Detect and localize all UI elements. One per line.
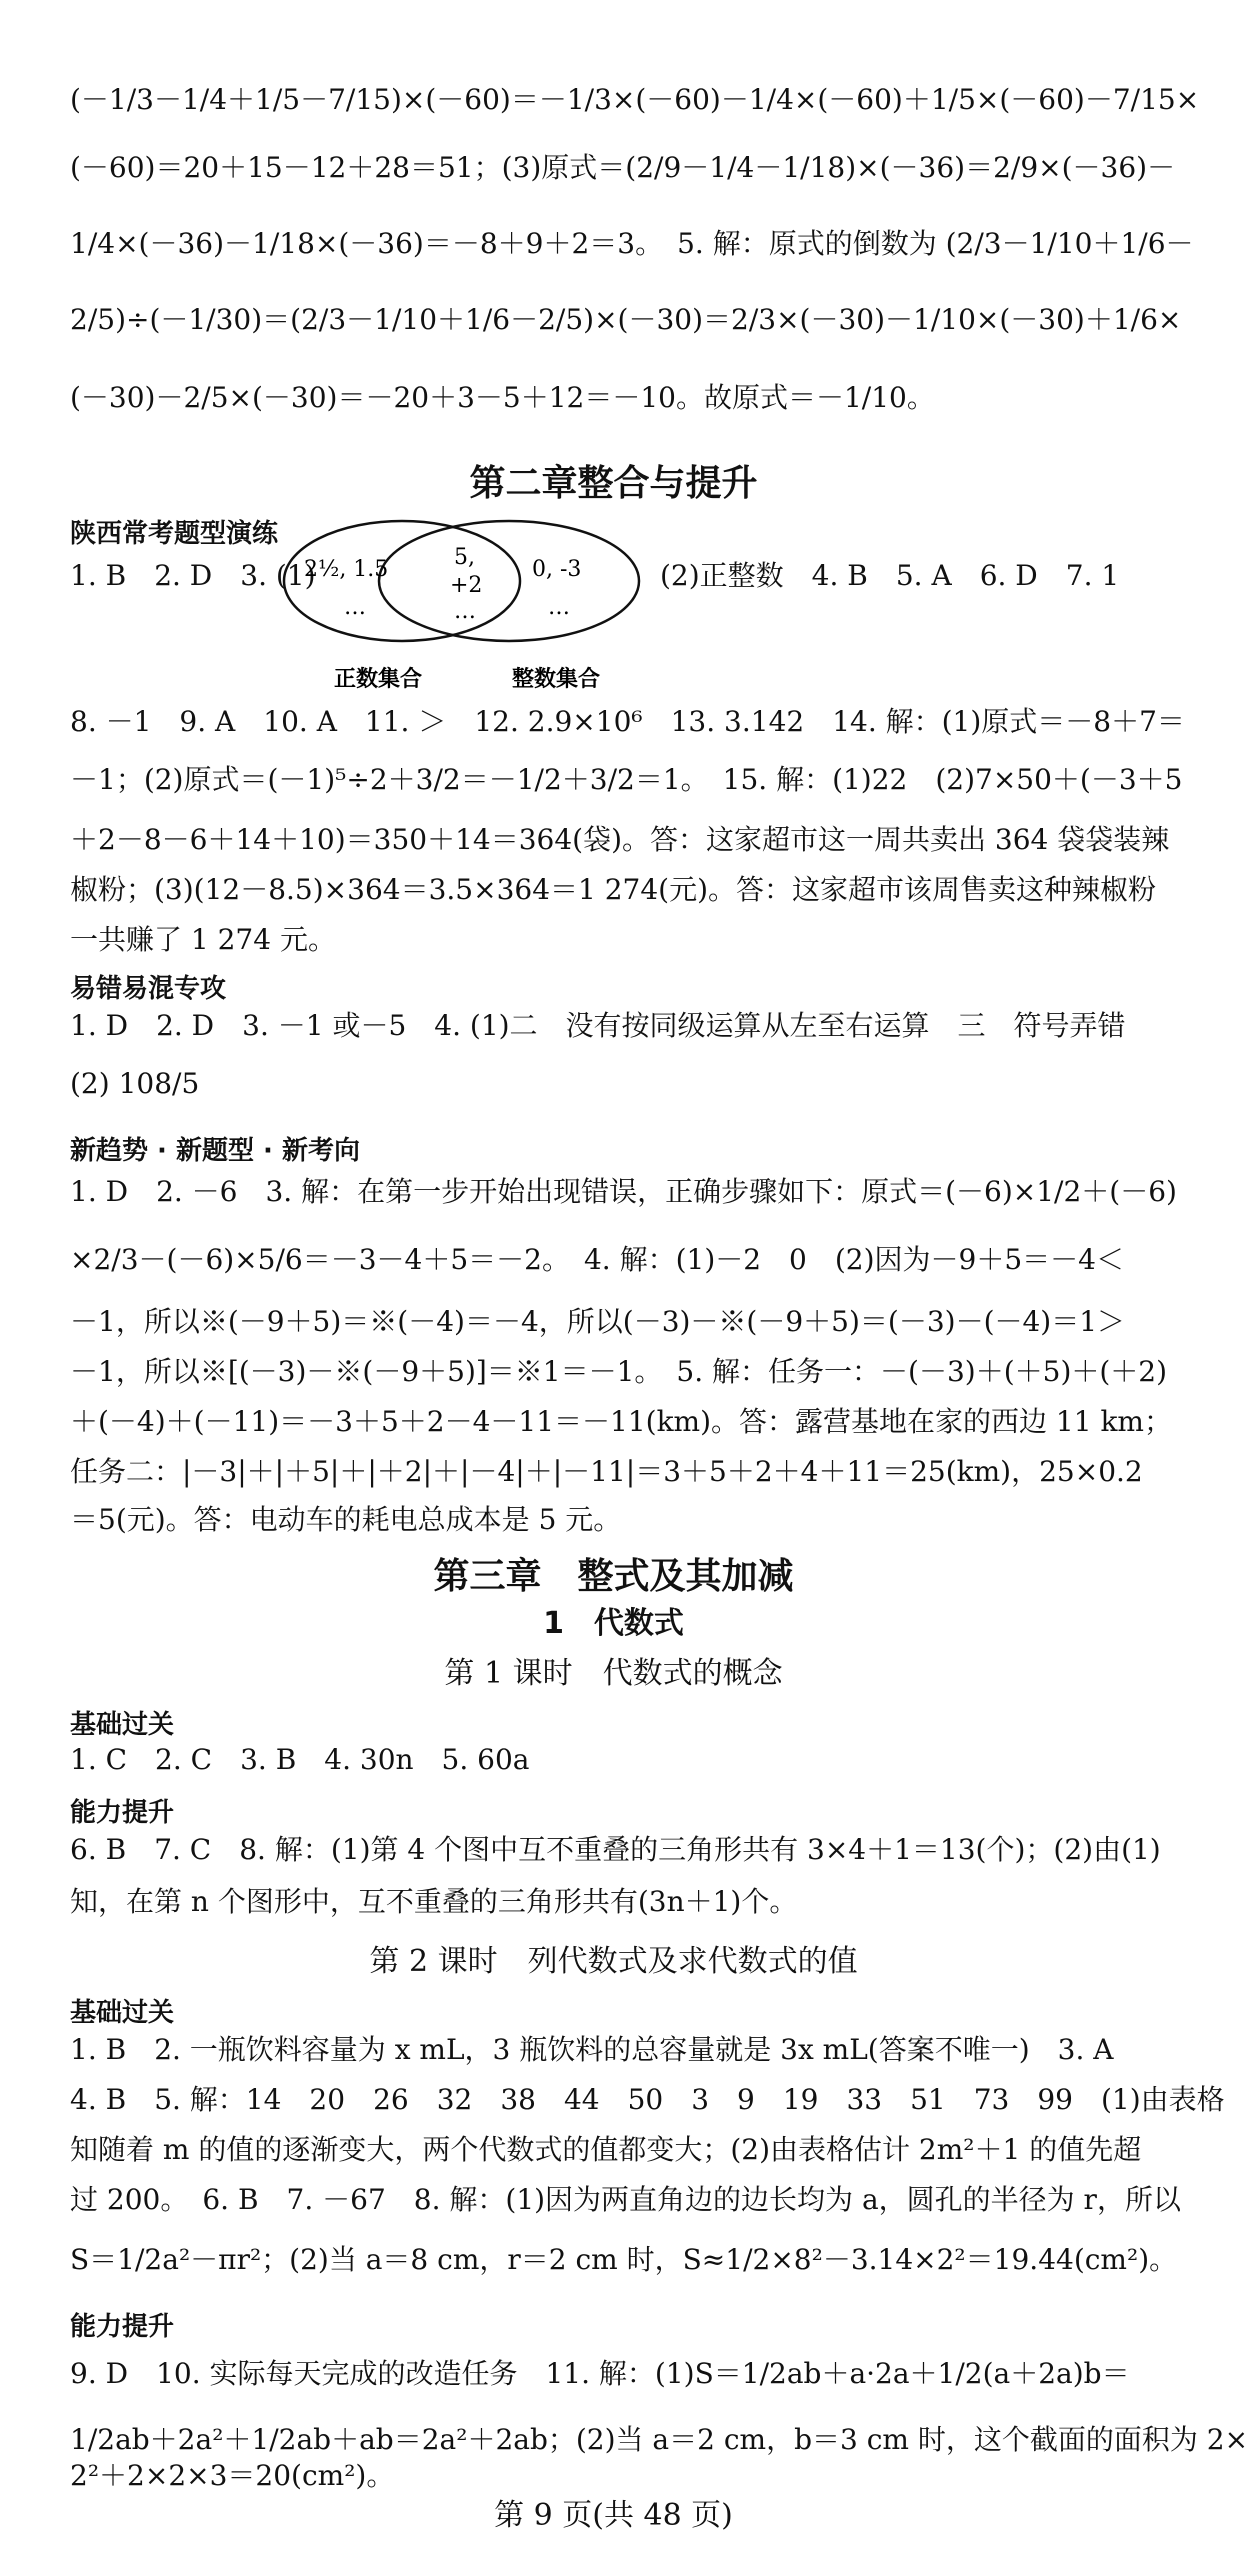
venn-right-dots: … xyxy=(548,595,570,620)
text-line: 1. B 2. D 3. (1) xyxy=(70,559,316,592)
lesson-2-title: 第 2 课时 列代数式及求代数式的值 xyxy=(369,1944,858,1979)
chapter-3-title: 第三章 整式及其加减 xyxy=(433,1556,794,1597)
venn-mid-dots: … xyxy=(454,599,476,624)
section-heading: 基础过关 xyxy=(70,1998,175,2028)
text-line: 2/5)÷(－1/30)＝(2/3－1/10＋1/6－2/5)×(－30)＝2/3×(－30)－1/10×(－30)＋1/6× xyxy=(70,303,1182,336)
venn-diagram xyxy=(284,516,644,706)
section-heading: 基础过关 xyxy=(70,1710,175,1740)
text-line: S＝1/2a²－πr²；(2)当 a＝8 cm，r＝2 cm 时，S≈1/2×8²－3.14×2²＝19.44(cm²)。 xyxy=(70,2243,1178,2276)
text-line: 6. B 7. C 8. 解：(1)第 4 个图中互不重叠的三角形共有 3×4＋1＝13(个)；(2)由(1) xyxy=(70,1833,1161,1866)
venn-right-values: 0, -3 xyxy=(532,557,582,582)
venn-left-label: 正数集合 xyxy=(334,667,423,692)
text-line: 1. C 2. C 3. B 4. 30n 5. 60a xyxy=(70,1743,530,1776)
text-line: 知，在第 n 个图形中，互不重叠的三角形共有(3n＋1)个。 xyxy=(70,1885,798,1918)
page-footer: 第 9 页(共 48 页) xyxy=(494,2498,733,2533)
text-line: 9. D 10. 实际每天完成的改造任务 11. 解：(1)S＝1/2ab＋a·2a＋1/2(a＋2a)b＝ xyxy=(70,2357,1130,2390)
section-heading: 新趋势 · 新题型 · 新考向 xyxy=(70,1136,360,1166)
text-line: (2)正整数 4. B 5. A 6. D 7. 1 xyxy=(660,559,1120,592)
section-heading: 易错易混专攻 xyxy=(70,974,227,1004)
section-heading: 能力提升 xyxy=(70,1798,175,1828)
text-line: ＝5(元)。答：电动车的耗电总成本是 5 元。 xyxy=(70,1503,622,1536)
integer-set-ellipse xyxy=(379,521,639,641)
venn-mid-value-1: 5, xyxy=(454,545,475,570)
text-line: 4. B 5. 解：14 20 26 32 38 44 50 3 9 19 33 51 73 99 (1)由表格 xyxy=(70,2083,1225,2116)
text-line: 1. B 2. 一瓶饮料容量为 x mL，3 瓶饮料的总容量就是 3x mL(答案不唯一) 3. A xyxy=(70,2033,1114,2066)
venn-right-label: 整数集合 xyxy=(512,667,601,692)
section-heading: 陕西常考题型演练 xyxy=(70,519,279,549)
text-line: －1，所以※(－9＋5)＝※(－4)＝－4，所以(－3)－※(－9＋5)＝(－3)－(－4)＝1＞ xyxy=(70,1305,1126,1338)
text-line: 8. －1 9. A 10. A 11. ＞ 12. 2.9×10⁶ 13. 3.142 14. 解：(1)原式＝－8＋7＝ xyxy=(70,705,1185,738)
venn-mid-value-2: +2 xyxy=(450,573,483,598)
text-line: 1. D 2. －6 3. 解：在第一步开始出现错误，正确步骤如下：原式＝(－6)×1/2＋(－6) xyxy=(70,1175,1177,1208)
chapter-2-title: 第二章整合与提升 xyxy=(469,463,758,504)
text-line: ＋2－8－6＋14＋10)＝350＋14＝364(袋)。答：这家超市这一周共卖出 364 袋袋装辣 xyxy=(70,823,1170,856)
text-line: －1，所以※[(－3)－※(－9＋5)]＝※1＝－1。 5. 解：任务一：－(－3)＋(＋5)＋(＋2) xyxy=(70,1355,1168,1388)
text-line: －1；(2)原式＝(－1)⁵÷2＋3/2＝－1/2＋3/2＝1。 15. 解：(1)22 (2)7×50＋(－3＋5 xyxy=(70,763,1183,796)
text-line: 一共赚了 1 274 元。 xyxy=(70,923,336,956)
text-line: 知随着 m 的值的逐渐变大，两个代数式的值都变大；(2)由表格估计 2m²＋1 的值先超 xyxy=(70,2133,1142,2166)
text-line: 1/4×(－36)－1/18×(－36)＝－8＋9＋2＝3。 5. 解：原式的倒数为 (2/3－1/10＋1/6－ xyxy=(70,227,1194,260)
text-line: 过 200。 6. B 7. －67 8. 解：(1)因为两直角边的边长均为 a，圆孔的半径为 r，所以 xyxy=(70,2183,1181,2216)
text-line: (2) 108/5 xyxy=(70,1067,200,1100)
section-title: 1 代数式 xyxy=(543,1606,684,1641)
lesson-1-title: 第 1 课时 代数式的概念 xyxy=(444,1656,783,1691)
text-line: (－30)－2/5×(－30)＝－20＋3－5＋12＝－10。故原式＝－1/10。 xyxy=(70,381,935,414)
text-line: ×2/3－(－6)×5/6＝－3－4＋5＝－2。 4. 解：(1)－2 0 (2)因为－9＋5＝－4＜ xyxy=(70,1243,1124,1276)
text-line: 1. D 2. D 3. －1 或－5 4. (1)二 没有按同级运算从左至右运算 三 符号弄错 xyxy=(70,1009,1126,1042)
text-line: (－60)＝20＋15－12＋28＝51；(3)原式＝(2/9－1/4－1/18)×(－36)＝2/9×(－36)－ xyxy=(70,151,1176,184)
venn-left-values: 2½, 1.5 xyxy=(304,557,389,582)
text-line: (－1/3－1/4＋1/5－7/15)×(－60)＝－1/3×(－60)－1/4×(－60)＋1/5×(－60)－7/15× xyxy=(70,83,1200,116)
text-line: ＋(－4)＋(－11)＝－3＋5＋2－4－11＝－11(km)。答：露营基地在家的西边 11 km； xyxy=(70,1405,1172,1438)
venn-left-dots: … xyxy=(344,595,366,620)
text-line: 任务二：|－3|＋|＋5|＋|＋2|＋|－4|＋|－11|＝3＋5＋2＋4＋11＝25(km)，25×0.2 xyxy=(70,1455,1143,1488)
text-line: 1/2ab＋2a²＋1/2ab＋ab＝2a²＋2ab；(2)当 a＝2 cm，b＝3 cm 时，这个截面的面积为 2× xyxy=(70,2423,1248,2456)
text-line: 椒粉；(3)(12－8.5)×364＝3.5×364＝1 274(元)。答：这家超市该周售卖这种辣椒粉 xyxy=(70,873,1157,906)
section-heading: 能力提升 xyxy=(70,2312,175,2342)
text-line: 2²＋2×2×3＝20(cm²)。 xyxy=(70,2459,395,2492)
